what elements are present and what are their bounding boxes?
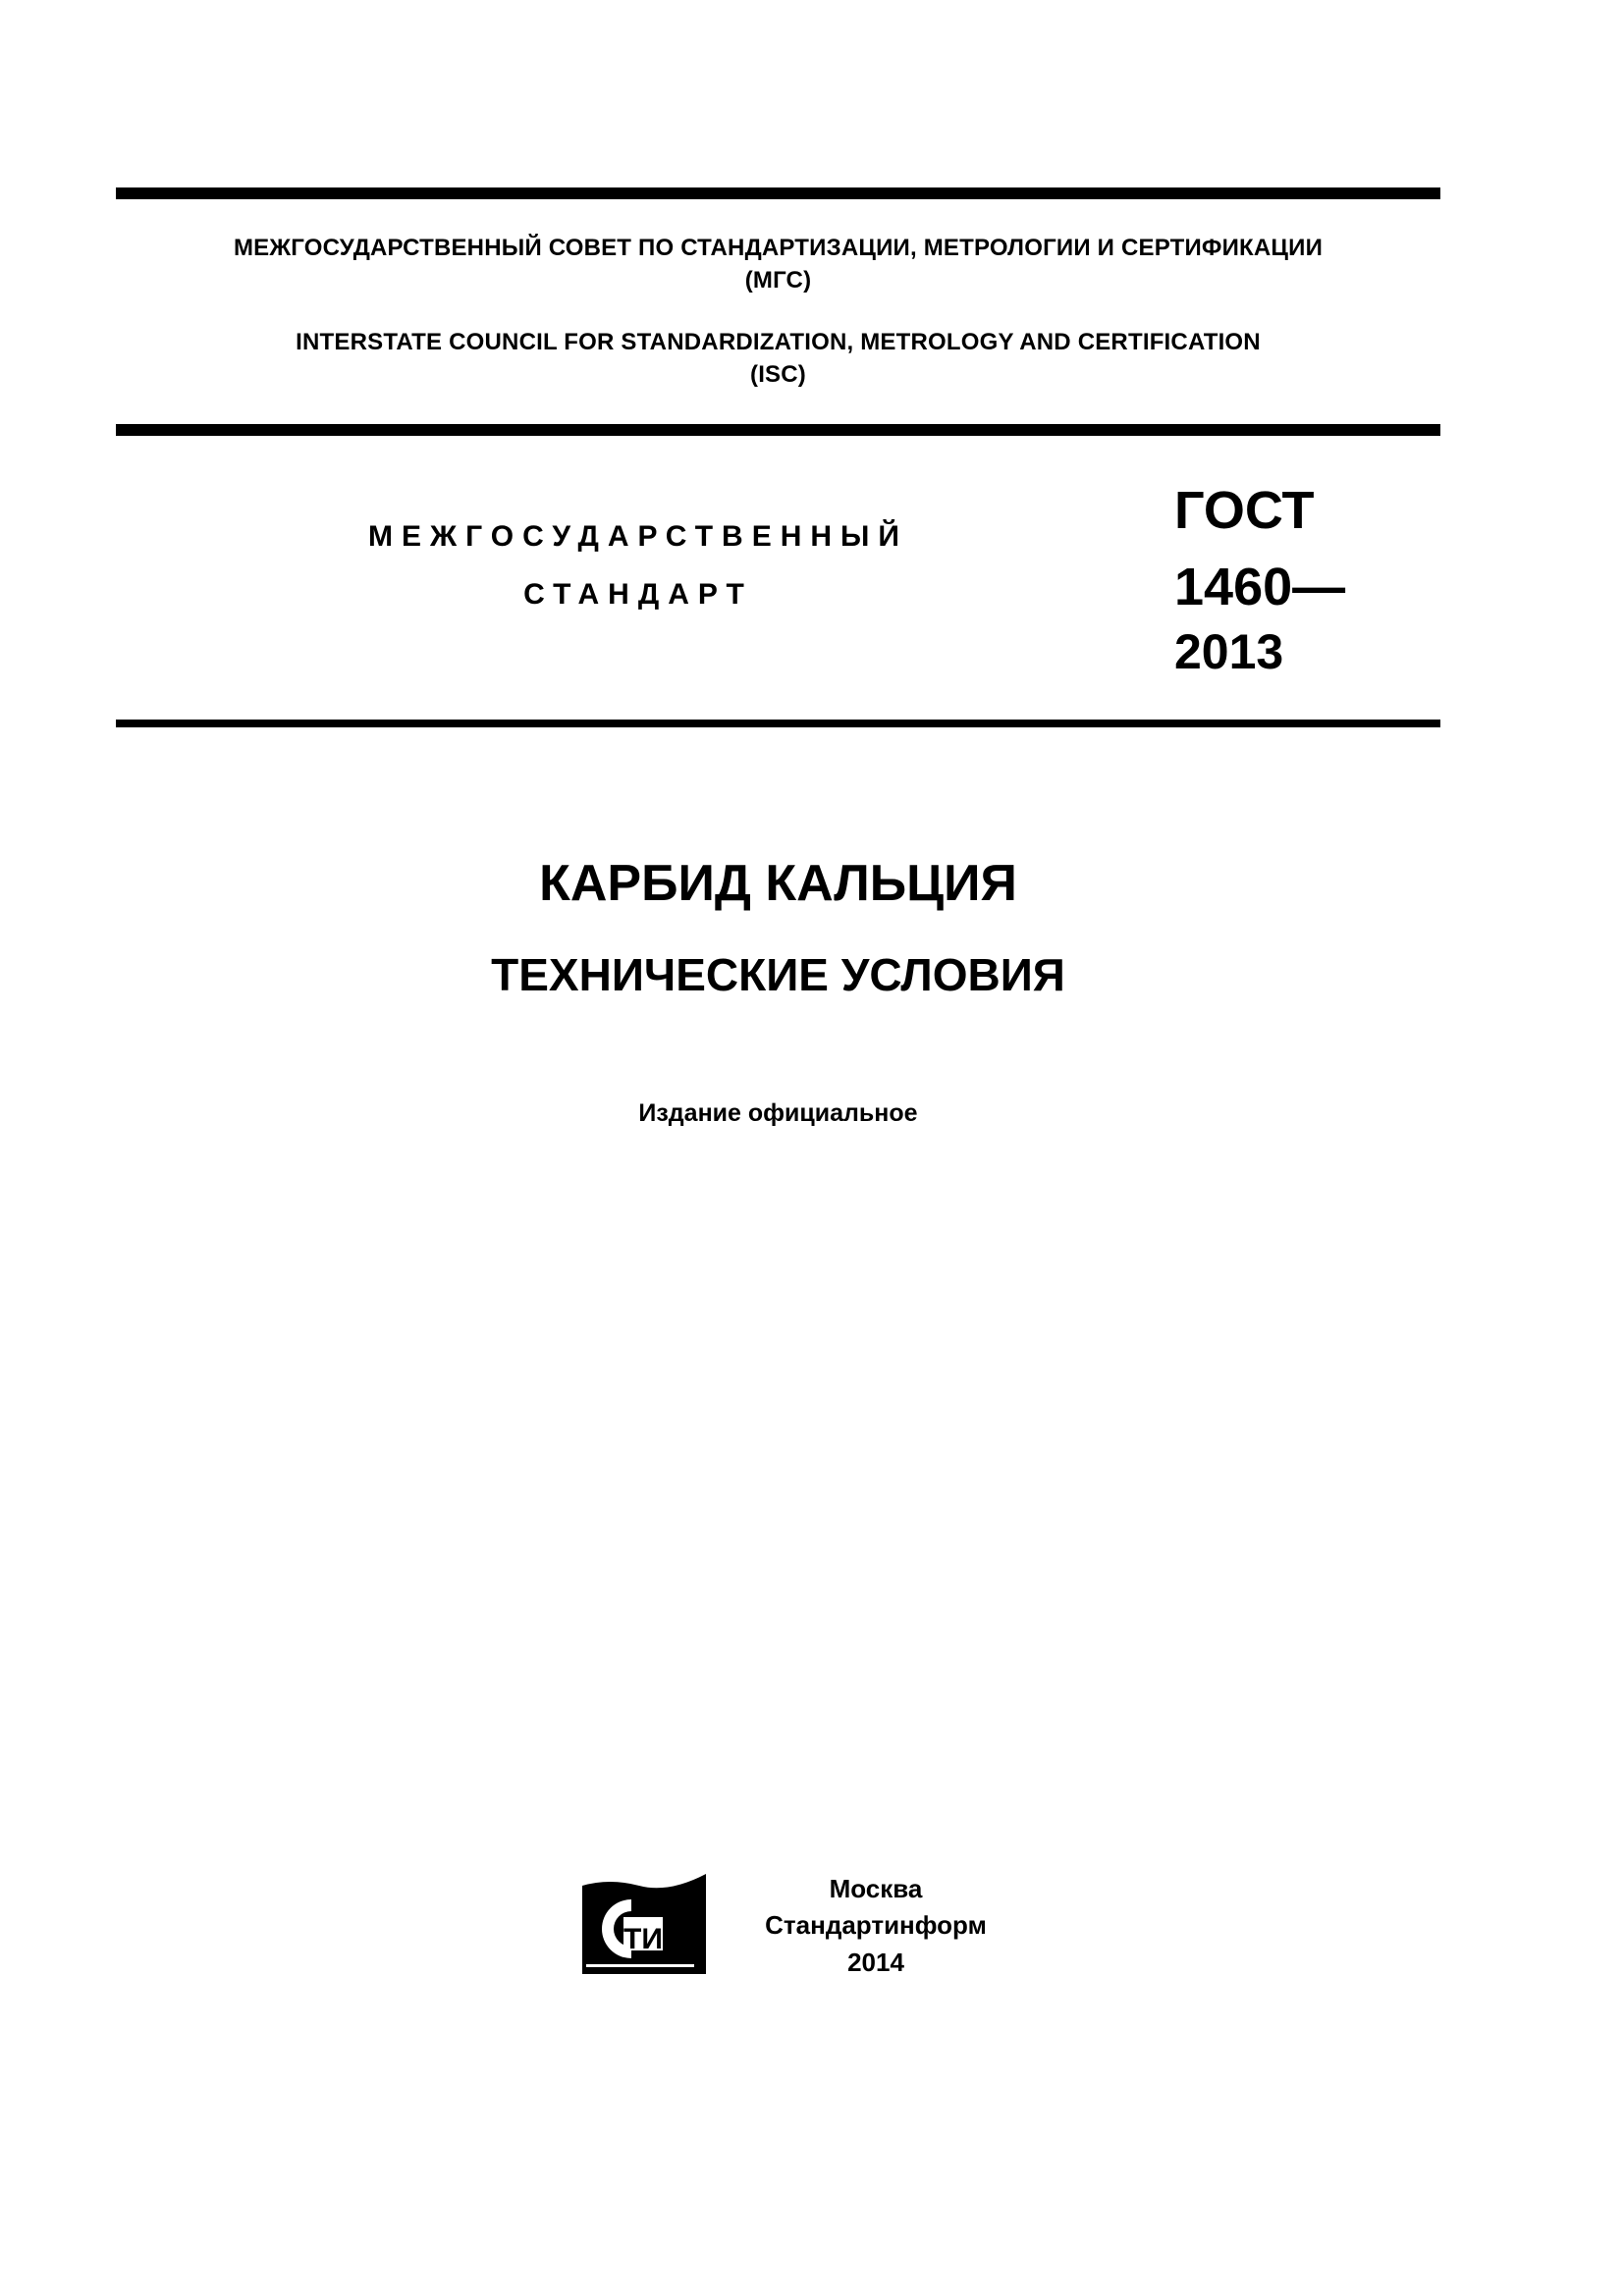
gost-number: 1460— — [1174, 558, 1346, 616]
council-abbr-ru: (МГС) — [744, 267, 812, 294]
document-title: КАРБИД КАЛЬЦИЯ — [539, 855, 1017, 912]
svg-text:ТИ: ТИ — [623, 1923, 663, 1955]
publisher-city: Москва — [829, 1874, 923, 1903]
council-abbr-en: (ISC) — [750, 361, 806, 388]
middle-rule — [116, 424, 1440, 436]
standard-type-line2: СТАНДАРТ — [523, 578, 753, 611]
standartinform-logo — [580, 1872, 710, 1976]
council-name-ru: МЕЖГОСУДАРСТВЕННЫЙ СОВЕТ ПО СТАНДАРТИЗАЦИИ, МЕТРОЛОГИИ И СЕРТИФИКАЦИИ — [233, 235, 1324, 261]
gost-prefix: ГОСТ — [1174, 481, 1315, 540]
standard-type-line1: МЕЖГОСУДАРСТВЕННЫЙ — [368, 520, 908, 553]
publisher-name: Стандартинформ — [765, 1910, 987, 1940]
bottom-rule — [116, 720, 1440, 727]
document-subtitle: ТЕХНИЧЕСКИЕ УСЛОВИЯ — [491, 949, 1065, 1000]
edition-note: Издание официальное — [638, 1099, 918, 1127]
top-rule — [116, 187, 1440, 199]
council-name-en: INTERSTATE COUNCIL FOR STANDARDIZATION, METROLOGY AND CERTIFICATION — [296, 329, 1261, 355]
gost-year: 2013 — [1174, 624, 1284, 679]
publication-year: 2014 — [847, 1948, 904, 1977]
